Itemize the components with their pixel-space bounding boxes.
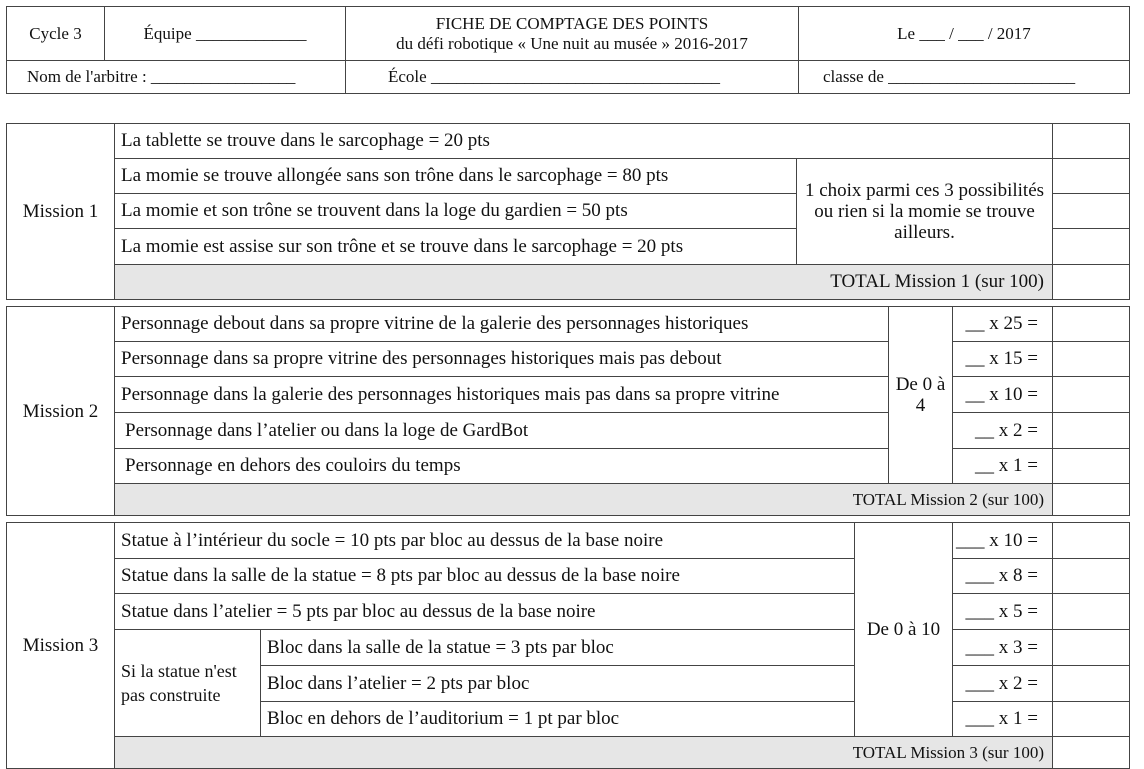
mission3-row: Statue à l’intérieur du socle = 10 pts par bloc au dessus de la base noire	[115, 523, 855, 559]
mission1-table	[6, 123, 1130, 300]
multiplier: ___ x 10 =	[953, 523, 1053, 559]
mission3-row: Statue dans l’atelier = 5 pts par bloc au dessus de la base noire	[115, 594, 855, 630]
score-cell	[1053, 413, 1130, 449]
mission3-label: Mission 3	[7, 523, 115, 769]
score-cell	[1053, 377, 1130, 413]
multiplier: ___ x 8 =	[953, 559, 1053, 594]
mission3-sub-label: Si la statue n'est pas construite	[115, 630, 261, 737]
mission2-row: Personnage en dehors des couloirs du temps	[115, 449, 889, 484]
multiplier: __ x 2 =	[953, 413, 1053, 449]
score-cell	[1053, 159, 1130, 194]
cycle-label: Cycle 3	[7, 7, 105, 61]
subtitle-line: du défi robotique « Une nuit au musée » 2016-2017	[396, 33, 748, 53]
mission1-row: La momie est assise sur son trône et se trouve dans le sarcophage = 20 pts	[115, 229, 797, 265]
score-cell	[1053, 702, 1130, 737]
mission2-table	[6, 306, 1130, 516]
score-cell	[1053, 124, 1130, 159]
score-cell	[1053, 559, 1130, 594]
score-cell	[1053, 523, 1130, 559]
mission2-label: Mission 2	[7, 307, 115, 516]
mission1-row: La tablette se trouve dans le sarcophage = 20 pts	[115, 124, 1053, 159]
mission2-row: Personnage debout dans sa propre vitrine de la galerie des personnages historiques	[115, 307, 889, 342]
score-cell	[1053, 342, 1130, 377]
team-field: Équipe _____________	[105, 7, 346, 61]
score-cell	[1053, 594, 1130, 630]
mission2-range: De 0 à 4	[889, 307, 953, 484]
total-cell	[1053, 265, 1130, 300]
score-cell	[1053, 229, 1130, 265]
header-table	[6, 6, 1130, 94]
multiplier: __ x 10 =	[953, 377, 1053, 413]
mission2-row: Personnage dans sa propre vitrine des personnages historiques mais pas debout	[115, 342, 889, 377]
mission1-total: TOTAL Mission 1 (sur 100)	[115, 265, 1053, 300]
score-cell	[1053, 449, 1130, 484]
class-field: classe de ______________________	[799, 61, 1130, 94]
mission1-row: La momie se trouve allongée sans son trône dans le sarcophage = 80 pts	[115, 159, 797, 194]
multiplier: __ x 1 =	[953, 449, 1053, 484]
score-cell	[1053, 630, 1130, 666]
mission3-total: TOTAL Mission 3 (sur 100)	[115, 737, 1053, 769]
total-cell	[1053, 737, 1130, 769]
mission1-note: 1 choix parmi ces 3 possibilités ou rien si la momie se trouve ailleurs.	[797, 159, 1053, 265]
mission3-table	[6, 522, 1130, 769]
score-cell	[1053, 307, 1130, 342]
mission3-sub-row: Bloc dans l’atelier = 2 pts par bloc	[261, 666, 855, 702]
multiplier: ___ x 3 =	[953, 630, 1053, 666]
referee-field: Nom de l'arbitre : _________________	[7, 61, 346, 94]
multiplier: ___ x 5 =	[953, 594, 1053, 630]
multiplier: __ x 25 =	[953, 307, 1053, 342]
sheet-title	[346, 7, 799, 61]
mission2-row: Personnage dans la galerie des personnages historiques mais pas dans sa propre vitrine	[115, 377, 889, 413]
multiplier: ___ x 1 =	[953, 702, 1053, 737]
mission2-total: TOTAL Mission 2 (sur 100)	[115, 484, 1053, 516]
total-cell	[1053, 484, 1130, 516]
mission2-row: Personnage dans l’atelier ou dans la loge de GardBot	[115, 413, 889, 449]
mission1-label: Mission 1	[7, 124, 115, 300]
multiplier: ___ x 2 =	[953, 666, 1053, 702]
mission3-sub-row: Bloc dans la salle de la statue = 3 pts par bloc	[261, 630, 855, 666]
mission3-row: Statue dans la salle de la statue = 8 pts par bloc au dessus de la base noire	[115, 559, 855, 594]
school-field: École __________________________________	[346, 61, 799, 94]
date-field: Le ___ / ___ / 2017	[799, 7, 1130, 61]
multiplier: __ x 15 =	[953, 342, 1053, 377]
mission3-range: De 0 à 10	[855, 523, 953, 737]
title-line: FICHE DE COMPTAGE DES POINTS	[435, 13, 709, 33]
score-cell	[1053, 666, 1130, 702]
score-cell	[1053, 194, 1130, 229]
mission1-row: La momie et son trône se trouvent dans la loge du gardien = 50 pts	[115, 194, 797, 229]
mission3-sub-row: Bloc en dehors de l’auditorium = 1 pt par bloc	[261, 702, 855, 737]
